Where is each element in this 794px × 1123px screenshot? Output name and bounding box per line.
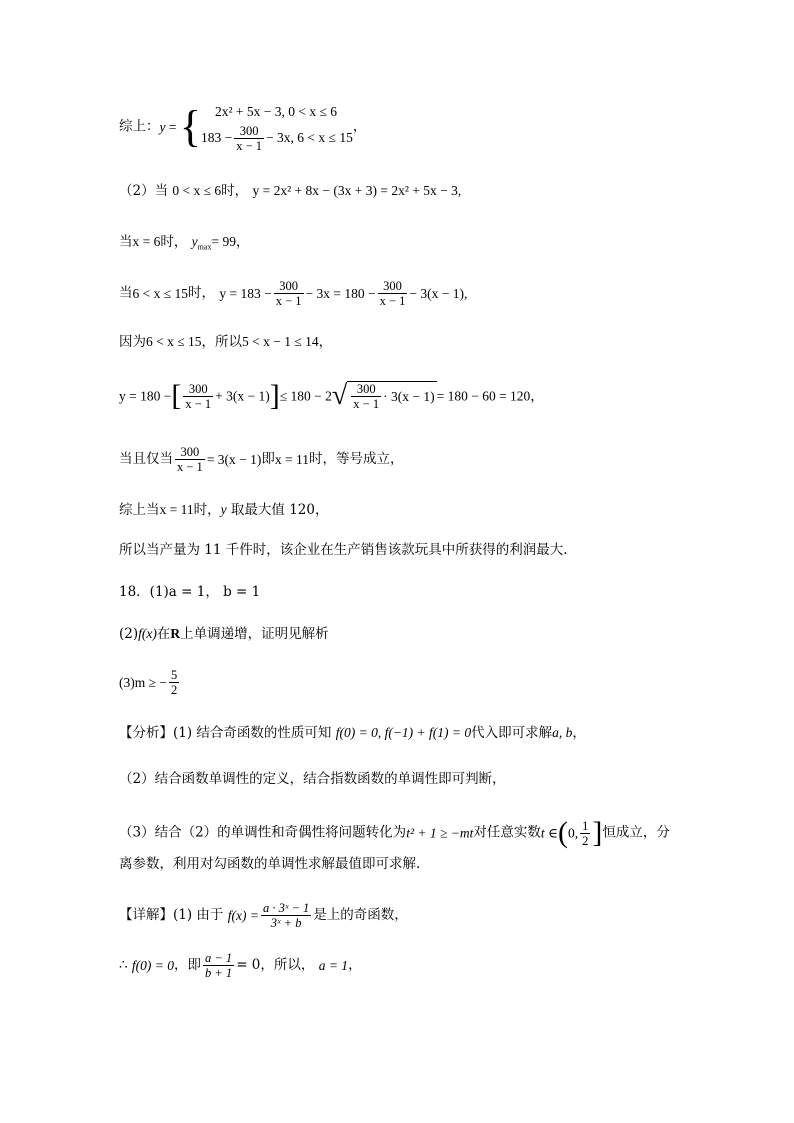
- left-paren: (: [558, 816, 568, 849]
- denominator: x − 1: [185, 396, 212, 411]
- line-max-first: [119, 235, 249, 252]
- fraction: [203, 951, 234, 980]
- denominator: x − 1: [275, 294, 302, 308]
- part2-equation: y = 2x² + 8x − (3x + 3) = 2x² + 5x − 3,: [252, 183, 462, 198]
- part2-label: （2）当: [119, 183, 169, 199]
- condition: x = 6: [132, 234, 161, 249]
- q18-answer-1: 18．(1)a = 1， b = 1: [119, 584, 261, 600]
- equation: f(0) = 0, f(−1) + f(1) = 0: [335, 725, 472, 740]
- text: ，即: [174, 956, 201, 973]
- numerator: 300: [183, 382, 213, 397]
- equation-part: = 3(x − 1): [206, 451, 262, 467]
- text: 即: [261, 450, 275, 467]
- piecewise-case-2: [201, 123, 353, 153]
- case2-fraction: [234, 124, 264, 153]
- q18-answer-2: [119, 627, 329, 642]
- right-bracket: ]: [592, 816, 603, 849]
- function: f(x) =: [227, 907, 259, 923]
- fraction: [175, 445, 205, 474]
- case2-suffix: − 3x, 6 < x ≤ 15: [266, 130, 353, 145]
- text: = 0，所以，: [236, 956, 315, 973]
- numerator: 5: [171, 668, 178, 682]
- condition: x = 11: [274, 451, 310, 467]
- denominator: x − 1: [353, 397, 380, 411]
- numerator: 1: [582, 818, 589, 833]
- case2-denominator: x − 1: [236, 139, 263, 154]
- denominator: 3ˣ + b: [270, 916, 302, 930]
- text: ，: [572, 725, 586, 741]
- condition: 5 < x − 1 ≤ 14: [242, 334, 319, 349]
- text: (2): [119, 626, 139, 642]
- text: ，: [348, 956, 362, 973]
- text: ，所以: [201, 334, 243, 350]
- y-var: y: [191, 234, 198, 249]
- analysis-line-1: [119, 726, 586, 741]
- part2-condition: 0 < x ≤ 6: [172, 183, 222, 198]
- analysis-line-3: [119, 818, 670, 848]
- detail-line-1: [119, 901, 408, 930]
- analysis-label: 【分析】(1) 结合奇函数的性质可知: [119, 725, 332, 741]
- fraction: [351, 382, 381, 411]
- sqrt-symbol: √: [331, 380, 348, 411]
- text: 对任意实数: [473, 824, 541, 841]
- analysis-line-2: （2）结合函数单调性的定义，结合指数函数的单调性即可判断，: [119, 771, 506, 787]
- line-inequality: [119, 381, 544, 411]
- piecewise-case-1: 2x² + 5x − 3, 0 < x ≤ 6: [215, 104, 338, 119]
- part2-intro: [119, 184, 461, 199]
- line-conclusion: 所以当产量为 11 千件时，该企业在生产销售该款玩具中所获得的利润最大.: [119, 542, 568, 558]
- text: 恒成立，分: [602, 824, 670, 841]
- text: 因为: [119, 334, 146, 350]
- equation: a = 1: [318, 957, 349, 973]
- text: ，: [318, 334, 333, 350]
- equation-part: + 3(x − 1): [215, 388, 270, 404]
- max-subscript: max: [197, 242, 212, 252]
- text: （3）结合（2）的单调性和奇偶性将问题转化为: [119, 824, 407, 841]
- left-bracket: [: [171, 379, 182, 412]
- fraction: [183, 382, 213, 411]
- numerator: 300: [378, 279, 408, 294]
- numerator: a − 1: [205, 951, 233, 965]
- q18-answer-3: [119, 668, 181, 697]
- condition: 6 < x ≤ 15: [132, 285, 189, 301]
- right-bracket: ]: [269, 379, 280, 412]
- text: 时，: [193, 502, 221, 518]
- equation-part: − 3(x − 1),: [409, 285, 468, 301]
- therefore-symbol: ∴: [119, 956, 128, 973]
- piecewise-function: 综上：y = { 2x² + 5x − 3, 0 < x ≤ 6 183 − $\frac{300}{x - 1}$ − 3x, 6 < x ≤ 15 ，: [119, 102, 367, 154]
- text: 代入即可求解: [471, 725, 553, 741]
- condition: x = 11: [159, 502, 194, 517]
- line-because: [119, 335, 332, 350]
- equation-part: y = 180 −: [119, 388, 172, 404]
- line-case-two: [119, 279, 467, 308]
- piecewise-suffix: ，: [352, 118, 367, 135]
- analysis-line-4: 离参数，利用对勾函数的单调性求解最值即可求解.: [119, 856, 421, 872]
- function: f(x): [138, 626, 157, 641]
- equation: t² + 1 ≥ −mt: [406, 825, 474, 841]
- variables: a, b: [552, 725, 573, 740]
- piecewise-prefix: 综上：: [119, 118, 160, 135]
- text: 时，等号成立，: [309, 450, 404, 467]
- condition: 6 < x ≤ 15: [146, 334, 202, 349]
- case2-prefix: 183 −: [201, 130, 233, 145]
- text: 综上当: [119, 502, 160, 518]
- sqrt-body: [347, 381, 436, 411]
- text: (3)m ≥ −: [119, 674, 168, 690]
- part2-time: 时，: [221, 183, 249, 199]
- denominator: 2: [582, 833, 589, 848]
- equation-part: y = 183 −: [219, 285, 272, 301]
- numerator: a · 3ˣ − 1: [262, 901, 310, 915]
- denominator: 2: [171, 683, 178, 697]
- text: 是上的奇函数，: [313, 906, 408, 923]
- left-brace: {: [179, 102, 201, 151]
- text: 当且仅当: [119, 450, 173, 467]
- denominator: b + 1: [205, 966, 233, 980]
- equation-part: ≤ 180 − 2: [279, 388, 332, 404]
- y-var: y: [220, 502, 227, 517]
- equation-part: · 3(x − 1): [383, 388, 435, 404]
- text: 当: [119, 284, 133, 301]
- fraction: [169, 668, 179, 697]
- line-summary: [119, 503, 328, 518]
- equation: t ∈: [540, 825, 558, 841]
- numerator: 300: [175, 445, 205, 460]
- fraction: [274, 279, 304, 308]
- interval-start: 0,: [568, 825, 579, 841]
- case2-numerator: 300: [234, 124, 264, 139]
- max-value: = 99，: [211, 234, 250, 249]
- equation-part: − 3x = 180 −: [305, 285, 376, 301]
- equation-part: = 180 − 60 = 120，: [436, 388, 544, 404]
- detail-line-2: [119, 951, 362, 980]
- denominator: x − 1: [379, 294, 406, 308]
- text: 取最大值 120，: [226, 502, 329, 518]
- fraction: [580, 819, 590, 848]
- reals-symbol: R: [170, 626, 181, 641]
- numerator: 300: [274, 279, 304, 294]
- fraction: [378, 279, 408, 308]
- text: 在: [156, 626, 171, 642]
- denominator: x − 1: [177, 460, 203, 474]
- detail-label: 【详解】(1) 由于: [119, 906, 224, 923]
- text: 当: [119, 234, 133, 250]
- text: 上单调递增，证明见解析: [180, 626, 329, 642]
- equation: f(0) = 0: [131, 957, 174, 973]
- fraction: [261, 901, 311, 930]
- text: 时，: [188, 284, 216, 301]
- text: 时，: [160, 234, 188, 250]
- numerator: 300: [351, 382, 381, 397]
- line-equality: [119, 445, 404, 474]
